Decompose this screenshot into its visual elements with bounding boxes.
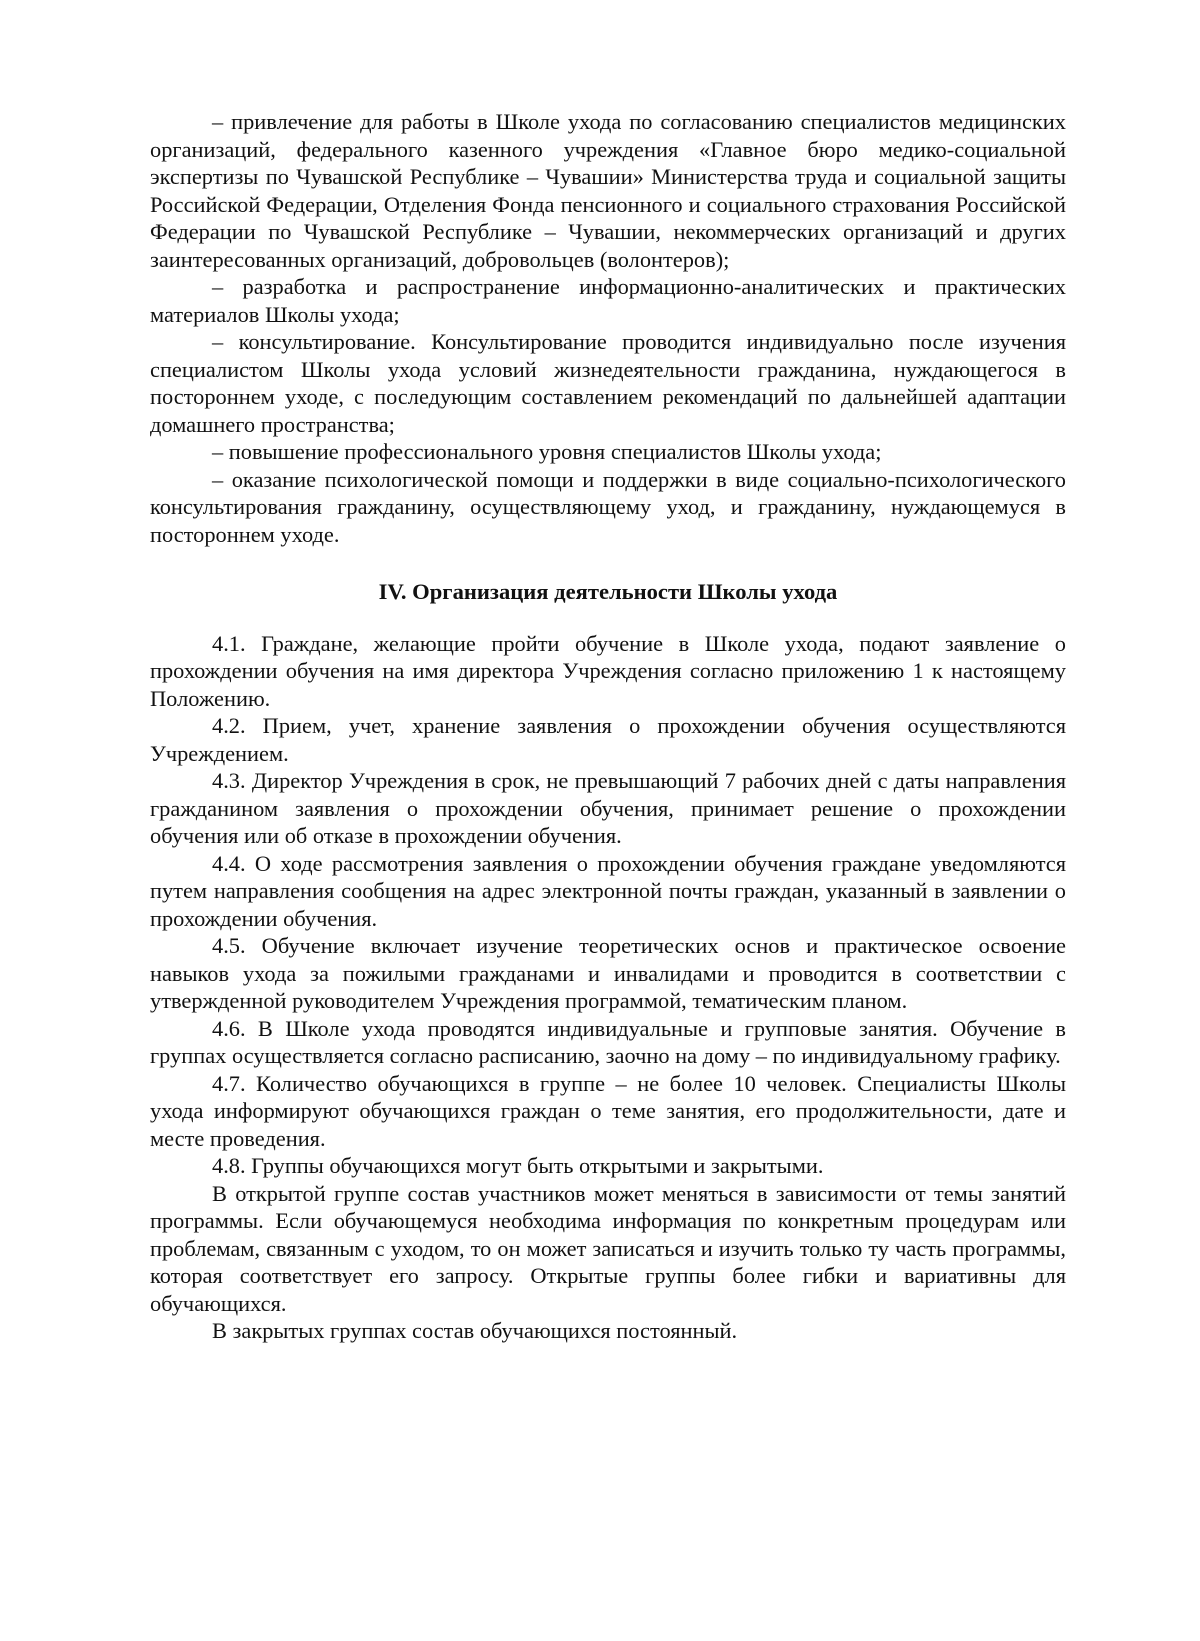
paragraph-4-3: 4.3. Директор Учреждения в срок, не превышающий 7 рабочих дней с даты направления гражданином заявления о прохождении обучения, принимает решение о прохождении обучения или об отказе в прохождении обучения. <box>150 768 1066 848</box>
paragraph-4-7: 4.7. Количество обучающихся в группе – не более 10 человек. Специалисты Школы ухода информируют обучающихся граждан о теме занятия, его продолжительности, дате и месте проведения. <box>150 1070 1066 1151</box>
list-item: – оказание психологической помощи и поддержки в виде социально-психологического консультирования гражданину, осуществляющему уход, и гражданину, нуждающемуся в постороннем уходе. <box>150 466 1066 547</box>
paragraph-4-6: 4.6. В Школе ухода проводятся индивидуальные и групповые занятия. Обучение в группах осуществляется согласно расписанию, заочно на дому – по индивидуальному графику. <box>150 1015 1066 1068</box>
paragraph-4-1: 4.1. Граждане, желающие пройти обучение в Школе ухода, подают заявление о прохождении обучения на имя директора Учреждения согласно приложению 1 к настоящему Положению. <box>150 630 1066 711</box>
paragraph-4-4: 4.4. О ходе рассмотрения заявления о прохождении обучения граждане уведомляются путем направления сообщения на адрес электронной почты граждан, указанный в заявлении о прохождении обучения. <box>150 850 1066 931</box>
list-item: – повышение профессионального уровня специалистов Школы ухода; <box>212 439 882 464</box>
list-item: – привлечение для работы в Школе ухода по согласованию специалистов медицинских организаций, федерального казенного учреждения «Главное бюро медико-социальной экспертизы по Чувашской Республике – Чувашии» Министерства труда и социальной защиты Российской Федерации, Отделения Фонда пенсионного и социального страхования Российской Федерации по Чувашской Республике – Чувашии, некоммерческих организаций и других заинтересованных организаций, добровольцев (волонтеров); <box>150 109 1066 272</box>
paragraph-4-2: 4.2. Прием, учет, хранение заявления о прохождении обучения осуществляются Учреждением. <box>150 713 1066 766</box>
document-body <box>150 108 1066 1345</box>
paragraph-4-8: 4.8. Группы обучающихся могут быть открытыми и закрытыми. <box>212 1153 824 1178</box>
section-heading: IV. Организация деятельности Школы ухода <box>378 579 838 604</box>
list-item: – консультирование. Консультирование проводится индивидуально после изучения специалистом Школы ухода условий жизнедеятельности гражданина, нуждающегося в постороннем уходе, с последующим составлением рекомендаций по дальнейшей адаптации домашнего пространства; <box>150 329 1066 437</box>
paragraph-open-groups: В открытой группе состав участников может меняться в зависимости от темы занятий программы. Если обучающемуся необходима информация по конкретным процедурам или проблемам, связанным с уходом, то он может записаться и изучить только ту часть программы, которая соответствует его запросу. Открытые группы более гибки и вариативны для обучающихся. <box>150 1180 1066 1316</box>
list-item: – разработка и распространение информационно-аналитических и практических материалов Школы ухода; <box>150 274 1066 327</box>
paragraph-4-5: 4.5. Обучение включает изучение теоретических основ и практическое освоение навыков ухода за пожилыми гражданами и инвалидами и проводится в соответствии с утвержденной руководителем Учреждения программой, тематическим планом. <box>150 933 1066 1013</box>
paragraph-closed-groups: В закрытых группах состав обучающихся постоянный. <box>212 1318 738 1343</box>
